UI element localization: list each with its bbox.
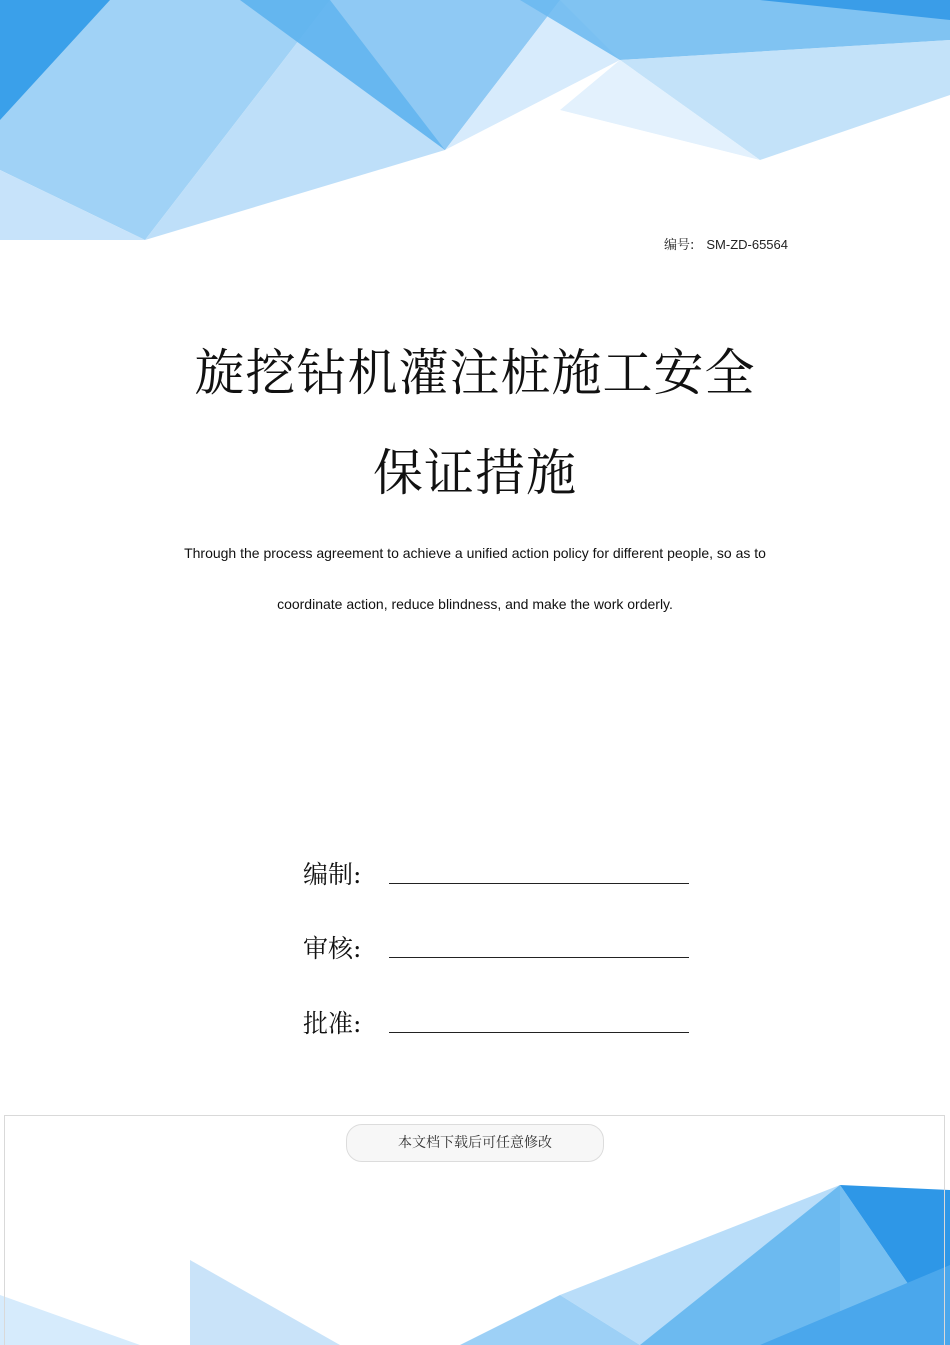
document-subtitle-line-1: Through the process agreement to achieve a unified action policy for different people, so as to	[184, 545, 766, 561]
document-title-line-1: 旋挖钻机灌注桩施工安全	[194, 344, 756, 402]
editable-notice-badge: 本文档下载后可任意修改	[346, 1124, 604, 1162]
document-subtitle-line-2: coordinate action, reduce blindness, and make the work orderly.	[277, 596, 673, 612]
document-number	[600, 234, 788, 253]
document-number-value: SM-ZD-65564	[706, 237, 788, 252]
signature-label: 审核:	[303, 934, 362, 963]
signature-line[interactable]	[389, 1032, 689, 1033]
signature-label: 编制:	[303, 860, 362, 889]
document-number-label: 编号:	[663, 238, 695, 253]
signature-label: 批准:	[303, 1009, 362, 1038]
signature-line[interactable]	[389, 957, 689, 958]
signature-line[interactable]	[389, 883, 689, 884]
document-title-line-2: 保证措施	[373, 444, 577, 502]
top-decoration	[0, 0, 950, 250]
